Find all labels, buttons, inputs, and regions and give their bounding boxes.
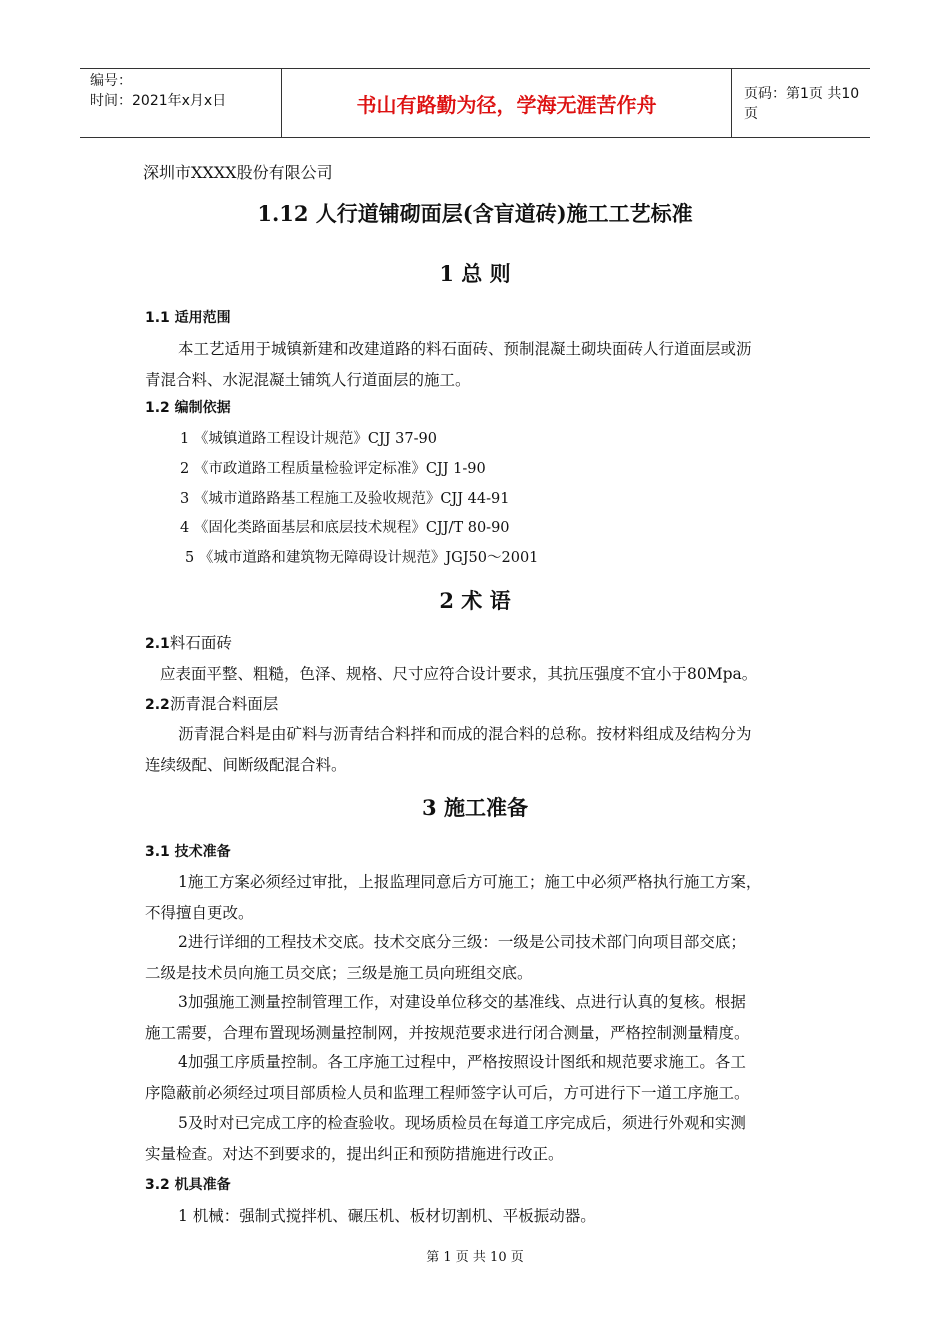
section-3-1-line: 2进行详细的工程技术交底。技术交底分三级：一级是公司技术部门向项目部交底； (178, 933, 746, 951)
header-page-label: 页码：第1页 共10页 (744, 86, 860, 122)
document-title: 1.12 人行道铺砌面层(含盲道砖)施工工艺标准 (257, 201, 693, 226)
section-3-1-line: 序隐蔽前必须经过项目部质检人员和监理工程师签字认可后，方可进行下一道工序施工。 (145, 1084, 750, 1102)
section-2-2-paragraph-line-2: 连续级配、间断级配混合料。 (145, 756, 347, 774)
section-1-heading: 1 总 则 (439, 261, 511, 286)
header-code-label: 编号： (90, 73, 132, 89)
page-header (80, 68, 870, 138)
section-3-2-paragraph: 1 机械：强制式搅拌机、碾压机、板材切割机、平板振动器。 (178, 1207, 596, 1225)
section-1-2-heading: 1.2 编制依据 (145, 400, 231, 416)
section-2-1-paragraph: 应表面平整、粗糙，色泽、规格、尺寸应符合设计要求，其抗压强度不宜小于80Mpa。 (160, 665, 758, 683)
section-2-heading: 2 术 语 (439, 588, 511, 613)
header-info-cell (80, 69, 282, 137)
section-3-1-line: 5及时对已完成工序的检查验收。现场质检员在每道工序完成后，须进行外观和实测 (178, 1114, 746, 1132)
page-footer: 第 1 页 共 10 页 (426, 1250, 524, 1265)
section-3-heading: 3 施工准备 (422, 795, 528, 820)
section-2-2-title: 沥青混合料面层 (169, 695, 279, 713)
section-3-1-line: 二级是技术员向施工员交底；三级是施工员向班组交底。 (145, 964, 533, 982)
section-3-1-heading: 3.1 技术准备 (145, 844, 231, 860)
reference-item: 5 《城市道路和建筑物无障碍设计规范》JGJ50～2001 (185, 550, 539, 566)
section-3-1-line: 4加强工序质量控制。各工序施工过程中，严格按照设计图纸和规范要求施工。各工 (178, 1053, 746, 1071)
section-3-1-line: 施工需要，合理布置现场测量控制网，并按规范要求进行闭合测量，严格控制测量精度。 (145, 1024, 750, 1042)
reference-item: 4 《固化类路面基层和底层技术规程》CJJ/T 80-90 (180, 520, 510, 536)
reference-item: 3 《城市道路路基工程施工及验收规范》CJJ 44-91 (180, 491, 510, 507)
header-time-label: 时间：2021年x月x日 (90, 93, 227, 109)
section-2-2-number: 2.2 (145, 697, 170, 713)
section-2-2-paragraph-line-1: 沥青混合料是由矿料与沥青结合料拌和而成的混合料的总称。按材料组成及结构分为 (178, 725, 752, 743)
header-slogan: 书山有路勤为径，学海无涯苦作舟 (282, 69, 732, 137)
reference-item: 1 《城镇道路工程设计规范》CJJ 37-90 (180, 431, 437, 447)
section-3-1-line: 1施工方案必须经过审批，上报监理同意后方可施工；施工中必须严格执行施工方案， (178, 873, 762, 891)
reference-item: 2 《市政道路工程质量检验评定标准》CJJ 1-90 (180, 461, 486, 477)
section-1-1-paragraph-line-2: 青混合料、水泥混凝土铺筑人行道面层的施工。 (145, 371, 471, 389)
section-2-1-title: 料石面砖 (169, 634, 232, 652)
section-1-1-heading: 1.1 适用范围 (145, 310, 231, 326)
section-1-1-paragraph-line-1: 本工艺适用于城镇新建和改建道路的料石面砖、预制混凝土砌块面砖人行道面层或沥 (178, 340, 752, 358)
section-3-1-line: 实量检查。对达不到要求的，提出纠正和预防措施进行改正。 (145, 1145, 564, 1163)
section-3-1-line: 不得擅自更改。 (145, 904, 254, 922)
section-2-1-number: 2.1 (145, 636, 170, 652)
section-2-2-heading (145, 692, 278, 714)
section-3-2-heading: 3.2 机具准备 (145, 1177, 231, 1193)
company-name: 深圳市XXXX股份有限公司 (143, 163, 333, 182)
section-3-1-line: 3加强施工测量控制管理工作，对建设单位移交的基准线、点进行认真的复核。根据 (178, 993, 746, 1011)
section-2-1-heading (145, 631, 232, 653)
